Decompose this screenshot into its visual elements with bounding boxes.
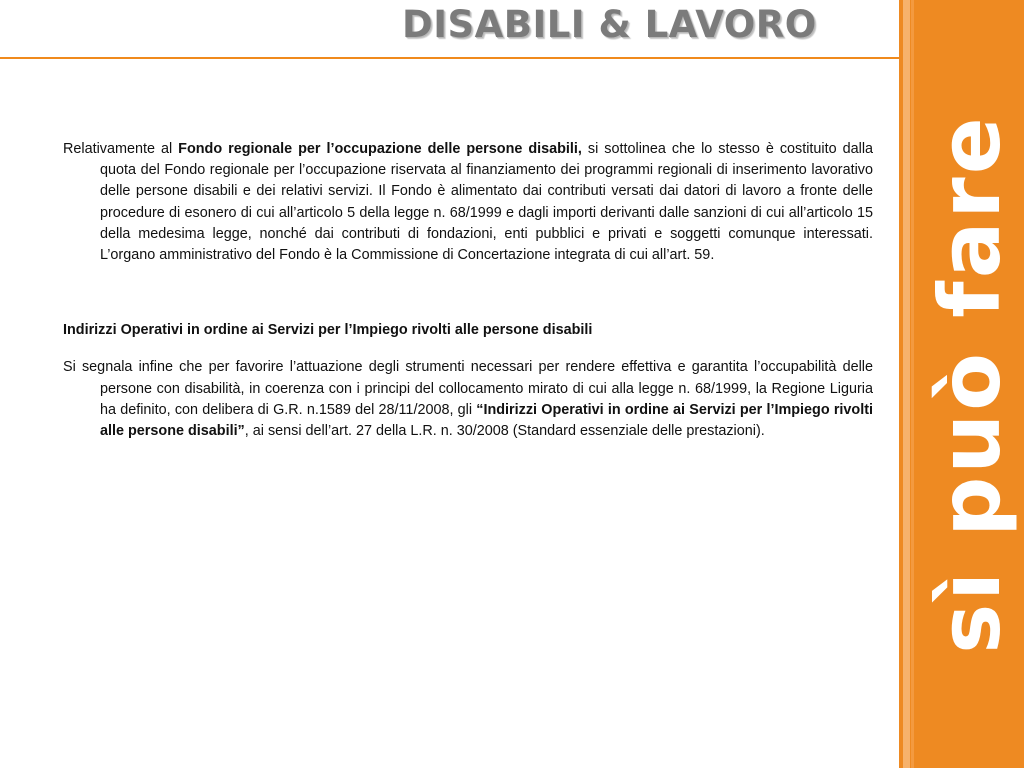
header-divider: [0, 57, 902, 59]
sidebar-stripe-inner: [911, 0, 914, 768]
sidebar-slogan: sì può fare: [921, 114, 1019, 654]
paragraph-indirizzi-lead: Si segnala infine che per favorire l’attuazione degli strumenti necessari per rendere effettiva e garantita l’occupabilità delle persone con disabilità, in coerenza con i principi del collocamento mirato di cui alla legge n. 68/1999, la Regione Liguria ha definito, con delibera di G.R. n.1589 del 28/11/2008, gli: [63, 359, 873, 418]
section-heading: Indirizzi Operativi in ordine ai Servizi per l’Impiego rivolti alle persone disabili: [63, 322, 593, 339]
paragraph-indirizzi-rest: , ai sensi dell’art. 27 della L.R. n. 30/2008 (Standard essenziale delle prestazioni).: [244, 423, 765, 440]
paragraph-fondo-bold: Fondo regionale per l’occupazione delle persone disabili,: [178, 141, 582, 157]
main-content: [63, 139, 873, 442]
sidebar-stripe: [903, 0, 910, 768]
paragraph-fondo: [63, 139, 873, 266]
paragraph-fondo-rest: si sottolinea che lo stesso è costituito dalla quota del Fondo regionale per l’occupazione riservata al finanziamento dei programmi regionali di inserimento lavorativo delle persone disabili e dei relativi servizi. Il Fondo è alimentato dai contributi versati dai datori di lavoro a fronte delle procedure di esonero di cui all’articolo 5 della legge n. 68/1999 e dagli importi derivanti dalle sanzioni di cui all’articolo 15 della medesima legge, nonché dai contributi di fondazioni, enti pubblici e privati e soggetti comunque interessati. L’organo amministrativo del Fondo è la Commissione di Concertazione integrata di cui all’art. 59.: [100, 141, 874, 264]
paragraph-fondo-lead: Relativamente al: [63, 141, 179, 157]
header-title: DISABILI & LAVORO: [402, 3, 817, 46]
paragraph-indirizzi-bold: “Indirizzi Operativi in ordine ai Servizi per l’Impiego rivolti alle persone disabili”: [100, 401, 874, 440]
paragraph-indirizzi: [63, 357, 873, 442]
